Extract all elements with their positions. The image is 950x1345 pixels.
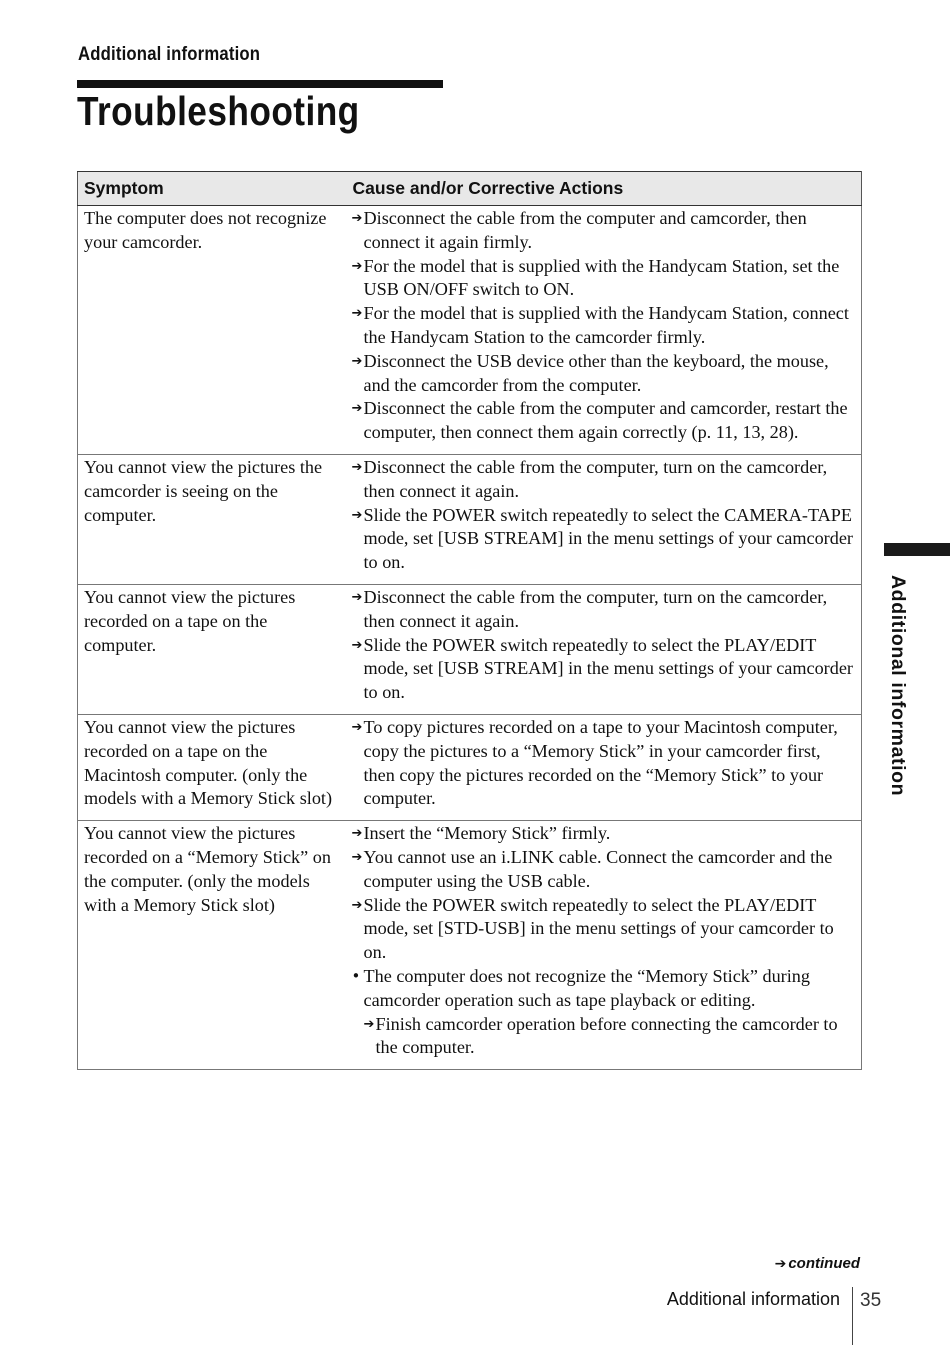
action-item	[352, 456, 855, 504]
actions-cell	[346, 821, 862, 1070]
arrow-right-icon: ➔	[351, 306, 363, 322]
cause-column-header: Cause and/or Corrective Actions	[346, 172, 862, 206]
title-rule	[77, 80, 443, 88]
troubleshooting-table	[77, 171, 862, 1070]
bullet-text: The computer does not recognize the “Memory Stick” during camcorder operation such as tape playback or editing.	[363, 965, 810, 1010]
bullet-item	[352, 965, 855, 1013]
arrow-right-icon: ➔	[774, 1256, 787, 1272]
table-row	[78, 454, 862, 584]
side-tab-label: Additional information	[887, 575, 909, 797]
action-item	[352, 255, 855, 303]
action-item	[352, 894, 855, 965]
actions-cell	[346, 454, 862, 584]
arrow-right-icon: ➔	[351, 353, 363, 369]
action-item	[352, 207, 855, 255]
table-row	[78, 206, 862, 455]
arrow-right-icon: ➔	[351, 719, 363, 735]
arrow-right-icon: ➔	[351, 897, 363, 913]
arrow-right-icon: ➔	[351, 637, 363, 653]
table-row	[78, 714, 862, 820]
continued-text: continued	[788, 1255, 860, 1272]
footer-section-label: Additional information	[666, 1289, 840, 1309]
action-item	[352, 586, 855, 634]
action-text: Slide the POWER switch repeatedly to select the PLAY/EDIT mode, set [STD-USB] in the menu settings of your camcorder to on.	[363, 894, 834, 963]
action-text: Disconnect the cable from the computer and camcorder, restart the computer, then connect them again correctly (p. 11, 13, 28).	[363, 398, 848, 443]
action-item	[352, 846, 855, 894]
arrow-right-icon: ➔	[351, 258, 363, 274]
arrow-right-icon: ➔	[351, 589, 363, 605]
action-text: Slide the POWER switch repeatedly to select the CAMERA-TAPE mode, set [USB STREAM] in the menu settings of your camcorder to on.	[363, 504, 853, 573]
arrow-right-icon: ➔	[351, 401, 363, 417]
action-text: Disconnect the cable from the computer, turn on the camcorder, then connect it again.	[363, 586, 828, 631]
arrow-right-icon: ➔	[351, 507, 363, 523]
action-text: For the model that is supplied with the Handycam Station, connect the Handycam Station to the camcorder firmly.	[363, 303, 849, 347]
page-title: Troubleshooting	[77, 88, 360, 134]
action-text: To copy pictures recorded on a tape to your Macintosh computer, copy the pictures to a “Memory Stick” in your camcorder first, then copy the pictures recorded on the “Memory Stick” to your computer.	[363, 716, 838, 809]
symptom-cell: You cannot view the pictures the camcorder is seeing on the computer.	[78, 454, 346, 584]
action-item	[352, 504, 855, 575]
actions-cell	[346, 714, 862, 820]
actions-cell	[346, 584, 862, 714]
arrow-right-icon: ➔	[351, 459, 363, 475]
action-item	[364, 1013, 855, 1061]
action-text: Disconnect the cable from the computer and camcorder, then connect it again firmly.	[363, 208, 807, 252]
page-number: 35	[860, 1290, 882, 1311]
action-item	[352, 634, 855, 705]
arrow-right-icon: ➔	[351, 826, 363, 842]
symptom-cell: You cannot view the pictures recorded on a tape on the Macintosh computer. (only the models with a Memory Stick slot)	[78, 714, 346, 820]
action-item	[352, 716, 855, 811]
table-row	[78, 584, 862, 714]
symptom-column-header: Symptom	[78, 172, 346, 206]
action-text: Disconnect the cable from the computer, turn on the camcorder, then connect it again.	[363, 456, 828, 501]
action-text: For the model that is supplied with the Handycam Station, set the USB ON/OFF switch to ON.	[363, 255, 840, 300]
action-text: Finish camcorder operation before connecting the camcorder to the computer.	[375, 1013, 838, 1058]
action-text: Slide the POWER switch repeatedly to select the PLAY/EDIT mode, set [USB STREAM] in the menu settings of your camcorder to on.	[363, 634, 853, 703]
action-text: Disconnect the USB device other than the keyboard, the mouse, and the camcorder from the computer.	[363, 350, 829, 395]
action-item	[352, 822, 855, 846]
arrow-right-icon: ➔	[363, 1016, 375, 1032]
actions-cell	[346, 206, 862, 455]
bullet-icon: •	[351, 966, 361, 985]
continued-note	[775, 1255, 860, 1272]
arrow-right-icon: ➔	[351, 849, 363, 865]
action-item	[352, 302, 855, 350]
action-text: You cannot use an i.LINK cable. Connect the camcorder and the computer using the USB cable.	[363, 846, 833, 891]
action-item	[352, 350, 855, 398]
side-tab-bar	[884, 543, 950, 556]
symptom-cell: You cannot view the pictures recorded on a “Memory Stick” on the computer. (only the models with a Memory Stick slot)	[78, 821, 346, 1070]
table-header-row	[78, 172, 862, 206]
footer-divider	[852, 1287, 853, 1345]
action-item	[352, 397, 855, 445]
section-label: Additional information	[78, 44, 261, 65]
arrow-right-icon: ➔	[351, 211, 363, 226]
symptom-cell: The computer does not recognize your camcorder.	[78, 206, 346, 455]
symptom-cell: You cannot view the pictures recorded on a tape on the computer.	[78, 584, 346, 714]
action-text: Insert the “Memory Stick” firmly.	[363, 823, 611, 844]
table-row	[78, 821, 862, 1070]
